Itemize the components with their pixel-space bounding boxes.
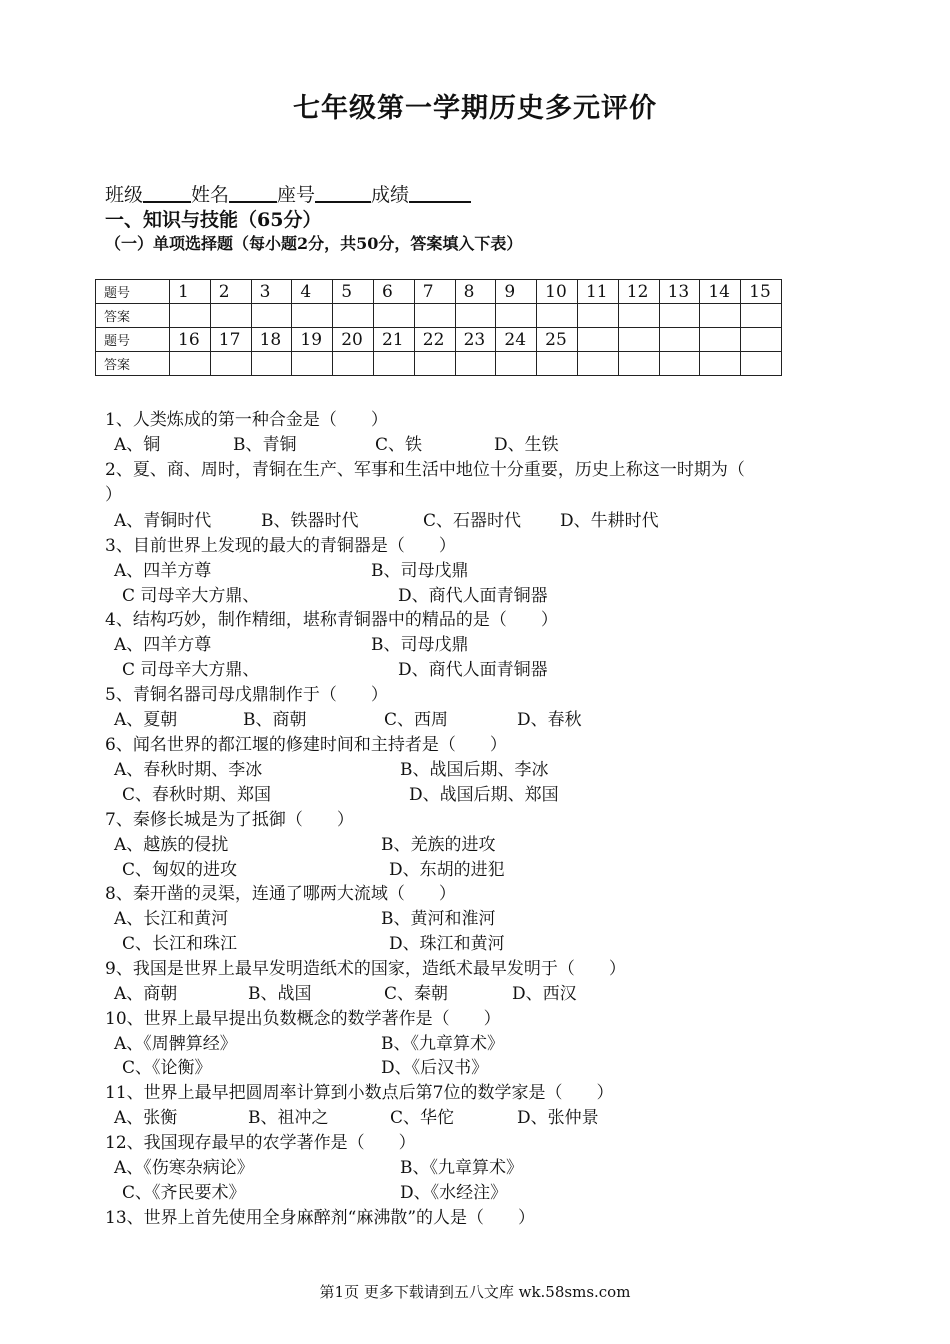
question-stem-continuation: ）	[105, 485, 122, 505]
question-stem: 5、青铜名器司母戊鼎制作于（ ）	[105, 685, 388, 705]
answer-cell[interactable]	[741, 304, 782, 328]
question-stem: 6、闻名世界的都江堰的修建时间和主持者是（ ）	[105, 735, 507, 755]
question-stem: 9、我国是世界上最早发明造纸术的国家，造纸术最早发明于（ ）	[105, 959, 626, 979]
question-number-cell: 9	[496, 280, 537, 304]
answer-option: A、四羊方尊	[114, 635, 212, 655]
question-number-cell: 4	[292, 280, 333, 304]
answer-option: A、商朝	[114, 984, 178, 1004]
answer-cell[interactable]	[373, 304, 414, 328]
answer-option: A、铜	[114, 435, 161, 455]
score-label: 成绩	[371, 184, 410, 206]
answer-option: A、长江和黄河	[114, 909, 229, 929]
answer-row	[96, 304, 782, 328]
answer-option: D、商代人面青铜器	[398, 586, 548, 606]
class-label: 班级	[105, 184, 144, 206]
question-stem: 12、我国现存最早的农学著作是（ ）	[105, 1133, 416, 1153]
row-label-answer: 答案	[96, 304, 170, 328]
seat-blank	[315, 182, 371, 203]
answer-cell[interactable]	[210, 304, 251, 328]
answer-option: C、石器时代	[423, 511, 522, 531]
question-number-cell	[659, 328, 700, 352]
answer-option: B、铁器时代	[261, 511, 359, 531]
question-number-cell	[741, 328, 782, 352]
answer-option: B、羌族的进攻	[381, 835, 496, 855]
answer-cell[interactable]	[577, 352, 618, 376]
answer-cell[interactable]	[414, 352, 455, 376]
answer-cell[interactable]	[170, 304, 211, 328]
answer-option: D、生铁	[494, 435, 559, 455]
answer-cell[interactable]	[537, 304, 578, 328]
answer-option: D、张仲景	[517, 1108, 599, 1128]
answer-option: A、《周髀算经》	[114, 1034, 237, 1054]
name-blank	[229, 182, 277, 203]
question-number-cell: 10	[537, 280, 578, 304]
answer-row	[96, 352, 782, 376]
answer-option: C 司母辛大方鼎、	[122, 586, 260, 606]
answer-option: B、《九章算术》	[381, 1034, 504, 1054]
answer-option: C、长江和珠江	[122, 934, 238, 954]
answer-option: A、《伤寒杂病论》	[114, 1158, 254, 1178]
answer-option: C、华佗	[390, 1108, 455, 1128]
question-stem: 11、世界上最早把圆周率计算到小数点后第7位的数学家是（ ）	[105, 1083, 614, 1103]
answer-option: B、司母戊鼎	[371, 561, 469, 581]
answer-cell[interactable]	[577, 304, 618, 328]
question-stem: 8、秦开凿的灵渠，连通了哪两大流域（ ）	[105, 884, 456, 904]
answer-option: B、《九章算术》	[400, 1158, 523, 1178]
number-row	[96, 328, 782, 352]
question-number-cell: 1	[170, 280, 211, 304]
row-label-number: 题号	[96, 280, 170, 304]
question-stem: 7、秦修长城是为了抵御（ ）	[105, 810, 354, 830]
answer-option: C、匈奴的进攻	[122, 860, 238, 880]
answer-option: C、《齐民要术》	[122, 1183, 246, 1203]
answer-cell[interactable]	[333, 304, 374, 328]
answer-option: D、西汉	[512, 984, 577, 1004]
answer-option: B、战国后期、李冰	[400, 760, 549, 780]
answer-option: A、春秋时期、李冰	[114, 760, 263, 780]
answer-cell[interactable]	[496, 304, 537, 328]
question-number-cell: 25	[537, 328, 578, 352]
answer-option: C、西周	[384, 710, 449, 730]
answer-cell[interactable]	[700, 352, 741, 376]
page-title: 七年级第一学期历史多元评价	[293, 93, 657, 124]
answer-option: A、夏朝	[114, 710, 178, 730]
answer-cell[interactable]	[455, 352, 496, 376]
question-number-cell: 15	[741, 280, 782, 304]
class-blank	[143, 182, 191, 203]
question-number-cell: 20	[333, 328, 374, 352]
answer-cell[interactable]	[414, 304, 455, 328]
answer-option: D、春秋	[517, 710, 582, 730]
question-number-cell: 2	[210, 280, 251, 304]
answer-cell[interactable]	[292, 352, 333, 376]
section-subheading: （一）单项选择题（每小题2分，共50分，答案填入下表）	[105, 234, 523, 253]
answer-option: C 司母辛大方鼎、	[122, 660, 260, 680]
answer-option: A、青铜时代	[114, 511, 212, 531]
question-number-cell: 11	[577, 280, 618, 304]
answer-table	[95, 279, 782, 376]
question-number-cell: 24	[496, 328, 537, 352]
question-stem: 2、夏、商、周时，青铜在生产、军事和生活中地位十分重要，历史上称这一时期为（	[105, 460, 745, 480]
answer-option: B、商朝	[243, 710, 307, 730]
answer-cell[interactable]	[373, 352, 414, 376]
name-label: 姓名	[191, 184, 230, 206]
answer-option: B、战国	[248, 984, 312, 1004]
answer-cell[interactable]	[455, 304, 496, 328]
question-number-cell: 23	[455, 328, 496, 352]
question-number-cell: 14	[700, 280, 741, 304]
number-row	[96, 280, 782, 304]
answer-cell[interactable]	[251, 352, 292, 376]
answer-cell[interactable]	[251, 304, 292, 328]
answer-option: A、四羊方尊	[114, 561, 212, 581]
answer-option: D、东胡的进犯	[389, 860, 505, 880]
answer-option: B、黄河和淮河	[381, 909, 496, 929]
seat-label: 座号	[277, 184, 316, 206]
answer-option: D、牛耕时代	[560, 511, 659, 531]
question-stem: 3、目前世界上发现的最大的青铜器是（ ）	[105, 536, 456, 556]
page-footer: 第1页 更多下载请到五八文库 wk.58sms.com	[319, 1283, 631, 1301]
question-number-cell	[577, 328, 618, 352]
answer-cell[interactable]	[537, 352, 578, 376]
question-number-cell: 18	[251, 328, 292, 352]
answer-option: D、《水经注》	[400, 1183, 508, 1203]
score-blank	[409, 182, 471, 203]
question-number-cell: 6	[373, 280, 414, 304]
answer-cell[interactable]	[496, 352, 537, 376]
question-number-cell: 13	[659, 280, 700, 304]
question-number-cell: 3	[251, 280, 292, 304]
answer-cell[interactable]	[170, 352, 211, 376]
answer-option: B、青铜	[233, 435, 297, 455]
question-stem: 10、世界上最早提出负数概念的数学著作是（ ）	[105, 1009, 501, 1029]
question-number-cell: 19	[292, 328, 333, 352]
answer-option: B、祖冲之	[248, 1108, 329, 1128]
answer-option: A、张衡	[114, 1108, 178, 1128]
question-number-cell	[618, 328, 659, 352]
answer-option: B、司母戊鼎	[371, 635, 469, 655]
question-stem: 4、结构巧妙，制作精细，堪称青铜器中的精品的是（ ）	[105, 610, 558, 630]
answer-cell[interactable]	[700, 304, 741, 328]
answer-cell[interactable]	[659, 352, 700, 376]
answer-option: D、《后汉书》	[381, 1058, 489, 1078]
question-stem: 13、世界上首先使用全身麻醉剂“麻沸散”的人是（ ）	[105, 1208, 536, 1228]
answer-option: D、商代人面青铜器	[398, 660, 548, 680]
question-number-cell: 17	[210, 328, 251, 352]
answer-cell[interactable]	[210, 352, 251, 376]
answer-cell[interactable]	[659, 304, 700, 328]
answer-option: C、春秋时期、郑国	[122, 785, 272, 805]
answer-option: D、珠江和黄河	[389, 934, 505, 954]
question-number-cell: 5	[333, 280, 374, 304]
answer-cell[interactable]	[292, 304, 333, 328]
answer-option: C、铁	[375, 435, 423, 455]
question-number-cell: 21	[373, 328, 414, 352]
question-number-cell: 22	[414, 328, 455, 352]
row-label-number: 题号	[96, 328, 170, 352]
answer-cell[interactable]	[618, 352, 659, 376]
question-number-cell: 7	[414, 280, 455, 304]
question-stem: 1、人类炼成的第一种合金是（ ）	[105, 410, 388, 430]
answer-option: C、秦朝	[384, 984, 449, 1004]
answer-option: A、越族的侵扰	[114, 835, 229, 855]
answer-option: D、战国后期、郑国	[409, 785, 559, 805]
question-number-cell: 8	[455, 280, 496, 304]
answer-cell[interactable]	[618, 304, 659, 328]
answer-cell[interactable]	[741, 352, 782, 376]
row-label-answer: 答案	[96, 352, 170, 376]
answer-cell[interactable]	[333, 352, 374, 376]
answer-option: C、《论衡》	[122, 1058, 212, 1078]
section-heading: 一、知识与技能（65分）	[105, 209, 322, 231]
question-number-cell: 12	[618, 280, 659, 304]
question-number-cell	[700, 328, 741, 352]
student-info-line	[105, 180, 471, 207]
question-number-cell: 16	[170, 328, 211, 352]
